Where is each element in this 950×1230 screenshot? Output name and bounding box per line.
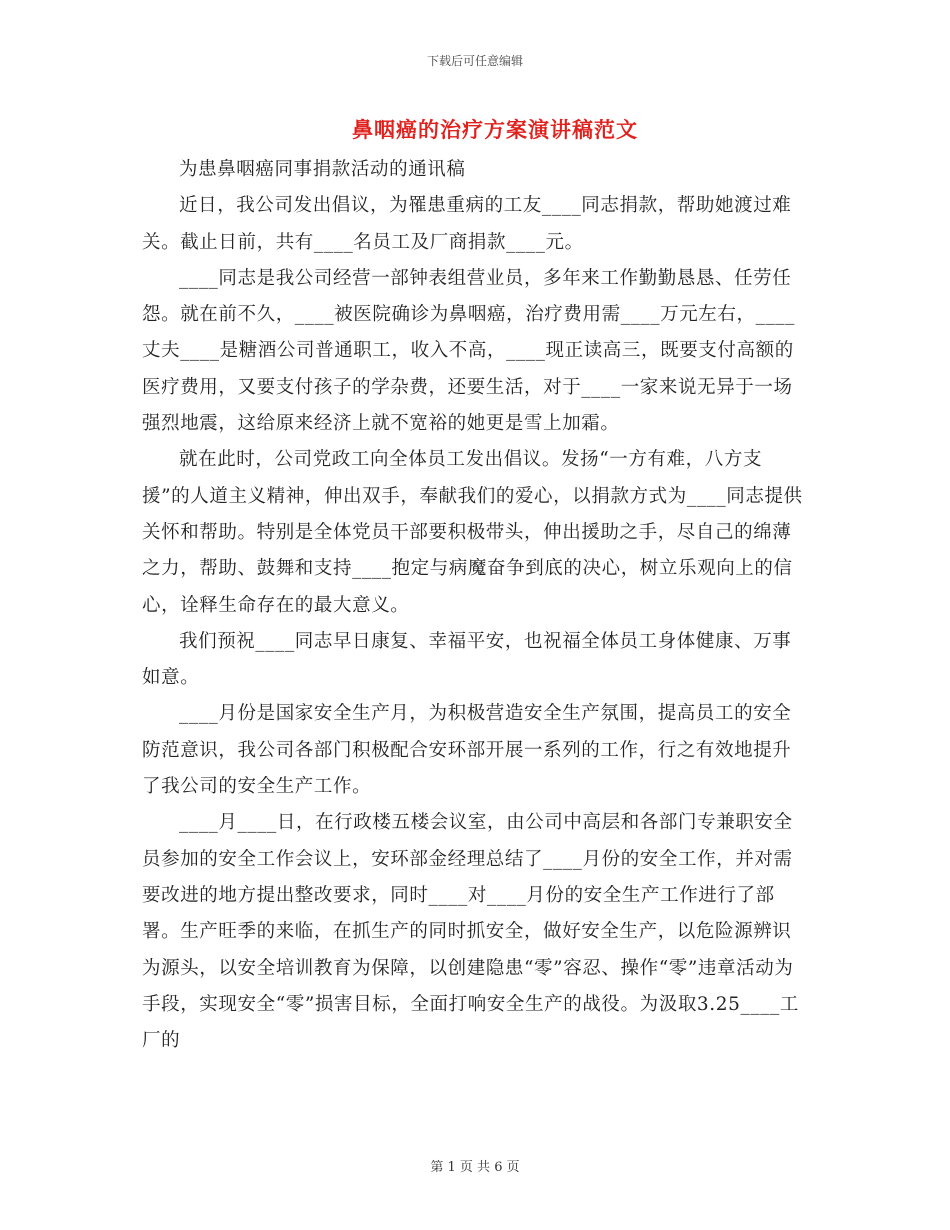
paragraph: ____月份是国家安全生产月，为积极营造安全生产氛围，提高员工的安全防范意识，我公司各部门积极配合安环部开展一系列的工作，行之有效地提升了我公司的安全生产工作。 xyxy=(142,703,792,798)
document-body xyxy=(142,152,810,1059)
document-title: 鼻咽癌的治疗方案演讲稿范文 xyxy=(352,117,638,142)
page-number: 第 1 页 共 6 页 xyxy=(430,1160,520,1175)
header-note: 下载后可任意编辑 xyxy=(426,54,523,68)
paragraph: 近日，我公司发出倡议，为罹患重病的工友____同志捐款，帮助她渡过难关。截止日前，共有____名员工及厂商捐款____元。 xyxy=(142,195,792,253)
paragraph: 就在此时，公司党政工向全体员工发出倡议。发扬“一方有难，八方支援”的人道主义精神，伸出双手，奉献我们的爱心，以捐款方式为____同志提供关怀和帮助。特别是全体党员干部要积极带头，伸出援助之手，尽自己的绵薄之力，帮助、鼓舞和支持____抱定与病魔奋争到底的决心，树立乐观向上的信心，诠释生命存在的最大意义。 xyxy=(142,449,803,616)
paragraph: ____同志是我公司经营一部钟表组营业员，多年来工作勤勤恳恳、任劳任怨。就在前不久，____被医院确诊为鼻咽癌，治疗费用需____万元左右，____丈夫____是糖酒公司普通职工，收入不高，____现正读高三，既要支付高额的医疗费用，又要支付孩子的学杂费，还要生活，对于____一家来说无异于一场强烈地震，这给原来经济上就不宽裕的她更是雪上加霜。 xyxy=(142,267,796,435)
paragraph-subtitle: 为患鼻咽癌同事捐款活动的通讯稿 xyxy=(179,159,466,180)
paragraph: 我们预祝____同志早日康复、幸福平安，也祝福全体员工身体健康、万事如意。 xyxy=(142,630,792,689)
paragraph: ____月____日，在行政楼五楼会议室，由公司中高层和各部门专兼职安全员参加的安全工作会议上，安环部金经理总结了____月份的安全工作，并对需要改进的地方提出整改要求，同时____对____月份的安全生产工作进行了部署。生产旺季的来临，在抓生产的同时抓安全，做好安全生产，以危险源辨识为源头，以安全培训教育为保障，以创建隐患“零”容忍、操作“零”违章活动为手段，实现安全“零”损害目标，全面打响安全生产的战役。为汲取3.25____工厂的 xyxy=(142,812,800,1052)
